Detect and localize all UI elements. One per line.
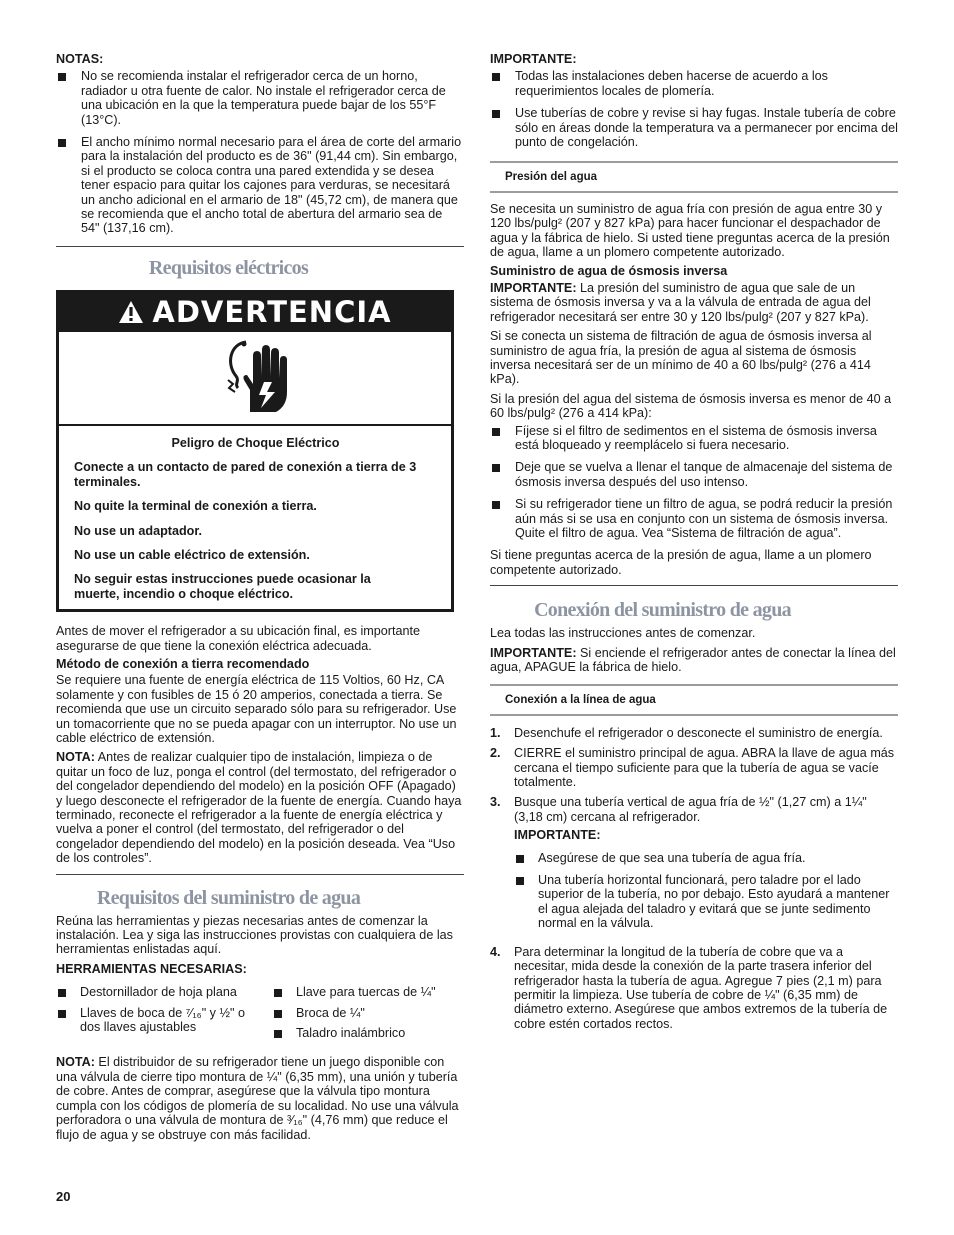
section-title-connect: Conexión del suministro de agua xyxy=(534,599,791,622)
list-item: Broca de ¼" xyxy=(272,1006,462,1020)
nota-text: Antes de realizar cualquier tipo de instalación, limpieza o de quitar un foco de luz, ponga el control (del termostato, del refrigerador o del congelador dependiendo del modelo) en la posición OFF (Apagado) y luego desconecte el refrigerador de la fuente de energía. Cuando haya terminado, reconecte el refrigerador a la fuente de energía eléctrica y vuelva a poner el control (del termostato, del refrigerador o del congelador dependiendo del modelo) en la posición deseada. Vea “Uso de los controles”. xyxy=(56,750,462,866)
step3-list xyxy=(514,851,898,931)
subheading-ro: Suministro de agua de ósmosis inversa xyxy=(490,264,728,279)
list-item: Taladro inalámbrico xyxy=(272,1026,462,1040)
right-column xyxy=(490,52,898,1031)
list-item: Destornillador de hoja plana xyxy=(56,985,272,999)
nota2-label: NOTA: xyxy=(56,1055,95,1070)
divider xyxy=(56,246,464,247)
list-item: Todas las instalaciones deben hacerse de acuerdo a los requerimientos locales de plomería. xyxy=(490,69,898,98)
tools-lists xyxy=(56,985,464,1040)
list-item: Una tubería horizontal funcionará, pero taladre por el lado superior de la tubería, no por debajo. Esto ayudará a mantener el agua alejada del taladro y evitará que se junte sedimento normal en la válvula. xyxy=(514,873,898,931)
subheading-pressure: Presión del agua xyxy=(505,171,598,184)
paragraph-nota xyxy=(56,750,464,865)
warning-icon-area xyxy=(59,332,451,426)
paragraph-nota2 xyxy=(56,1055,464,1141)
warning-body xyxy=(59,426,451,609)
step-text: Busque una tubería vertical de agua fría de ½" (1,27 cm) a 1¼" (3,18 cm) cercana al refrigerador. xyxy=(514,795,867,824)
importante-label: IMPORTANTE: xyxy=(490,52,577,66)
warning-box xyxy=(56,290,454,612)
section-title-water: Requisitos del suministro de agua xyxy=(96,886,361,909)
subheading-ground: Método de conexión a tierra recomendado xyxy=(56,656,310,671)
step-number: 4. xyxy=(490,944,501,959)
warning-line: No use un adaptador. xyxy=(74,523,203,538)
step-item xyxy=(490,746,898,789)
page-number: 20 xyxy=(56,1189,71,1204)
paragraph: Reúna las herramientas y piezas necesarias antes de comenzar la instalación. Lea y siga las instrucciones provistas con cualquiera de las herramientas enlistadas aquí. xyxy=(56,913,453,957)
step-number: 1. xyxy=(490,725,501,740)
paragraph: Lea todas las instrucciones antes de comenzar. xyxy=(490,626,756,641)
list-item: El ancho mínimo normal necesario para el área de corte del armario para la instalación del producto es de 36" (91,44 cm). Sin embargo, si el producto se coloca contra una pared extendida y se desea tener espacio para quitar los cajones para verduras, se necesitará un ancho adicional en el armario de 18" (45,72 cm), de manera que se recomienda que el ancho total de abertura del armario sea de 54" (137,16 cm). xyxy=(56,135,464,236)
warning-line: No use un cable eléctrico de extensión. xyxy=(74,547,310,562)
step-number: 2. xyxy=(490,746,501,761)
connect-imp-label: IMPORTANTE: xyxy=(490,645,577,660)
divider xyxy=(490,684,898,686)
warning-title: ADVERTENCIA xyxy=(152,295,392,330)
paragraph: Si la presión del agua del sistema de ósmosis inversa es menor de 40 a 60 lbs/pulg² (276 a 414 kPa): xyxy=(490,391,892,421)
step-text: Desenchufe el refrigerador o desconecte el suministro de energía. xyxy=(514,725,883,740)
warning-line: No quite la terminal de conexión a tierra. xyxy=(74,499,317,514)
list-item: Si su refrigerador tiene un filtro de agua, se podrá reducir la presión aún más si se usa en conjunto con un sistema de ósmosis inversa. Quite el filtro de agua. Vea “Sistema de filtración de agua”. xyxy=(490,497,898,540)
tools-label: HERRAMIENTAS NECESARIAS: xyxy=(56,961,247,976)
tools-list-2 xyxy=(272,985,462,1040)
nota-label: NOTA: xyxy=(56,750,95,765)
ro-list xyxy=(490,424,898,541)
ro-imp-label: IMPORTANTE: xyxy=(490,280,577,295)
electric-shock-hand-icon xyxy=(220,340,290,416)
paragraph: Se necesita un suministro de agua fría con presión de agua entre 30 y 120 lbs/pulg² (207 y 827 kPa) para hacer funcionar el despachador de agua y la fábrica de hielo. Si usted tiene preguntas acerca de la presión de agua, llame a un plomero competente autorizado. xyxy=(490,201,890,260)
list-item: Fíjese si el filtro de sedimentos en el sistema de ósmosis inversa está bloqueado y reemplácelo si fuera necesario. xyxy=(490,424,898,453)
ro-imp-text: La presión del suministro de agua que sale de un sistema de ósmosis inversa y va a la válvula de entrada de agua del refrigerador necesitará ser entre 30 y 120 lbs/pulg² (207 y 827 kPa). xyxy=(490,280,871,324)
divider xyxy=(490,191,898,193)
step-item xyxy=(490,726,898,740)
importante-list xyxy=(490,69,898,149)
paragraph: Antes de mover el refrigerador a su ubicación final, es importante asegurarse de que tiene la conexión eléctrica adecuada. xyxy=(56,624,421,653)
list-item: Asegúrese de que sea una tubería de agua fría. xyxy=(514,851,898,865)
paragraph: Se requiere una fuente de energía eléctrica de 115 Voltios, 60 Hz, CA solamente y con fusibles de 15 ó 20 amperios, conectada a tierra. Se recomienda que use un circuito separado sólo para su refrigerador. Use un tomacorriente que no se pueda apagar con un interruptor. No use un cable eléctrico de extensión. xyxy=(56,673,457,745)
divider xyxy=(490,585,898,586)
step-number: 3. xyxy=(490,795,501,810)
tools-list-1 xyxy=(56,985,272,1040)
divider xyxy=(490,161,898,163)
list-item: No se recomienda instalar el refrigerador cerca de un horno, radiador u otra fuente de calor. No instale el refrigerador cerca de una ubicación en la que la temperatura puede bajar de los 55°F (13°C). xyxy=(56,69,464,127)
step3-imp-label: IMPORTANTE: xyxy=(514,828,601,843)
subheading-line: Conexión a la línea de agua xyxy=(505,694,656,707)
nota2-text: El distribuidor de su refrigerador tiene un juego disponible con una válvula de cierre tipo montura de ¼" (6,35 mm), una unión y tubería de cobre. Antes de comprar, asegúrese que la válvula tipo montura cumpla con los códigos de plomería de su localidad. No use una válvula perforadora o una válvula de montura de ³⁄₁₆" (4,76 mm) que reduce el flujo de agua y se obstruye con más facilidad. xyxy=(56,1055,459,1142)
warning-header xyxy=(59,293,451,332)
notas-label: NOTAS: xyxy=(56,52,104,66)
warning-heading: Peligro de Choque Eléctrico xyxy=(171,435,340,450)
list-item: Llaves de boca de ⁷⁄₁₆" y ½" o dos llaves ajustables xyxy=(56,1006,272,1035)
section-title-electric: Requisitos eléctricos xyxy=(148,256,309,279)
warning-line: No seguir estas instrucciones puede ocasionar la muerte, incendio o choque eléctrico. xyxy=(74,572,371,601)
step-text: Para determinar la longitud de la tubería de cobre que va a necesitar, mida desde la conexión de la parte trasera inferior del refrigerador hasta la tubería de agua. Agregue 7 pies (2,1 m) para permitir la limpieza. Use tubería de cobre de ¼" (6,35 mm) de diámetro externo. Asegúrese que ambos extremos de la tubería de cobre estén cortados rectos. xyxy=(514,944,888,1031)
step-item xyxy=(490,795,898,930)
list-item: Llave para tuercas de ¼" xyxy=(272,985,462,999)
paragraph: Si tiene preguntas acerca de la presión de agua, llame a un plomero competente autorizado. xyxy=(490,548,872,577)
paragraph xyxy=(490,281,898,324)
warning-line: Conecte a un contacto de pared de conexión a tierra de 3 terminales. xyxy=(74,460,417,489)
left-column xyxy=(56,52,464,1142)
step-text: CIERRE el suministro principal de agua. ABRA la llave de agua más cercana el tiempo suficiente para que la tubería de agua se vacíe totalmente. xyxy=(514,746,895,790)
divider xyxy=(490,714,898,716)
list-item: Deje que se vuelva a llenar el tanque de almacenaje del sistema de ósmosis inversa después del uso intenso. xyxy=(490,460,898,489)
connect-imp-text: Si enciende el refrigerador antes de conectar la línea del agua, APAGUE la fábrica de hielo. xyxy=(490,645,896,674)
divider xyxy=(56,874,464,875)
notas-list xyxy=(56,69,464,235)
paragraph xyxy=(490,646,898,675)
paragraph: Si se conecta un sistema de filtración de agua de ósmosis inversa al suministro de agua fría, la presión de agua al sistema de ósmosis inversa necesitará ser de un mínimo de 40 a 60 lbs/pulg² (276 a 414 kPa). xyxy=(490,329,872,387)
list-item: Use tuberías de cobre y revise si hay fugas. Instale tubería de cobre sólo en áreas donde la temperatura va a permanecer por encima del punto de congelación. xyxy=(490,106,898,149)
warning-triangle-icon xyxy=(118,300,144,324)
step-item xyxy=(490,945,898,1031)
steps-list xyxy=(490,726,898,1031)
